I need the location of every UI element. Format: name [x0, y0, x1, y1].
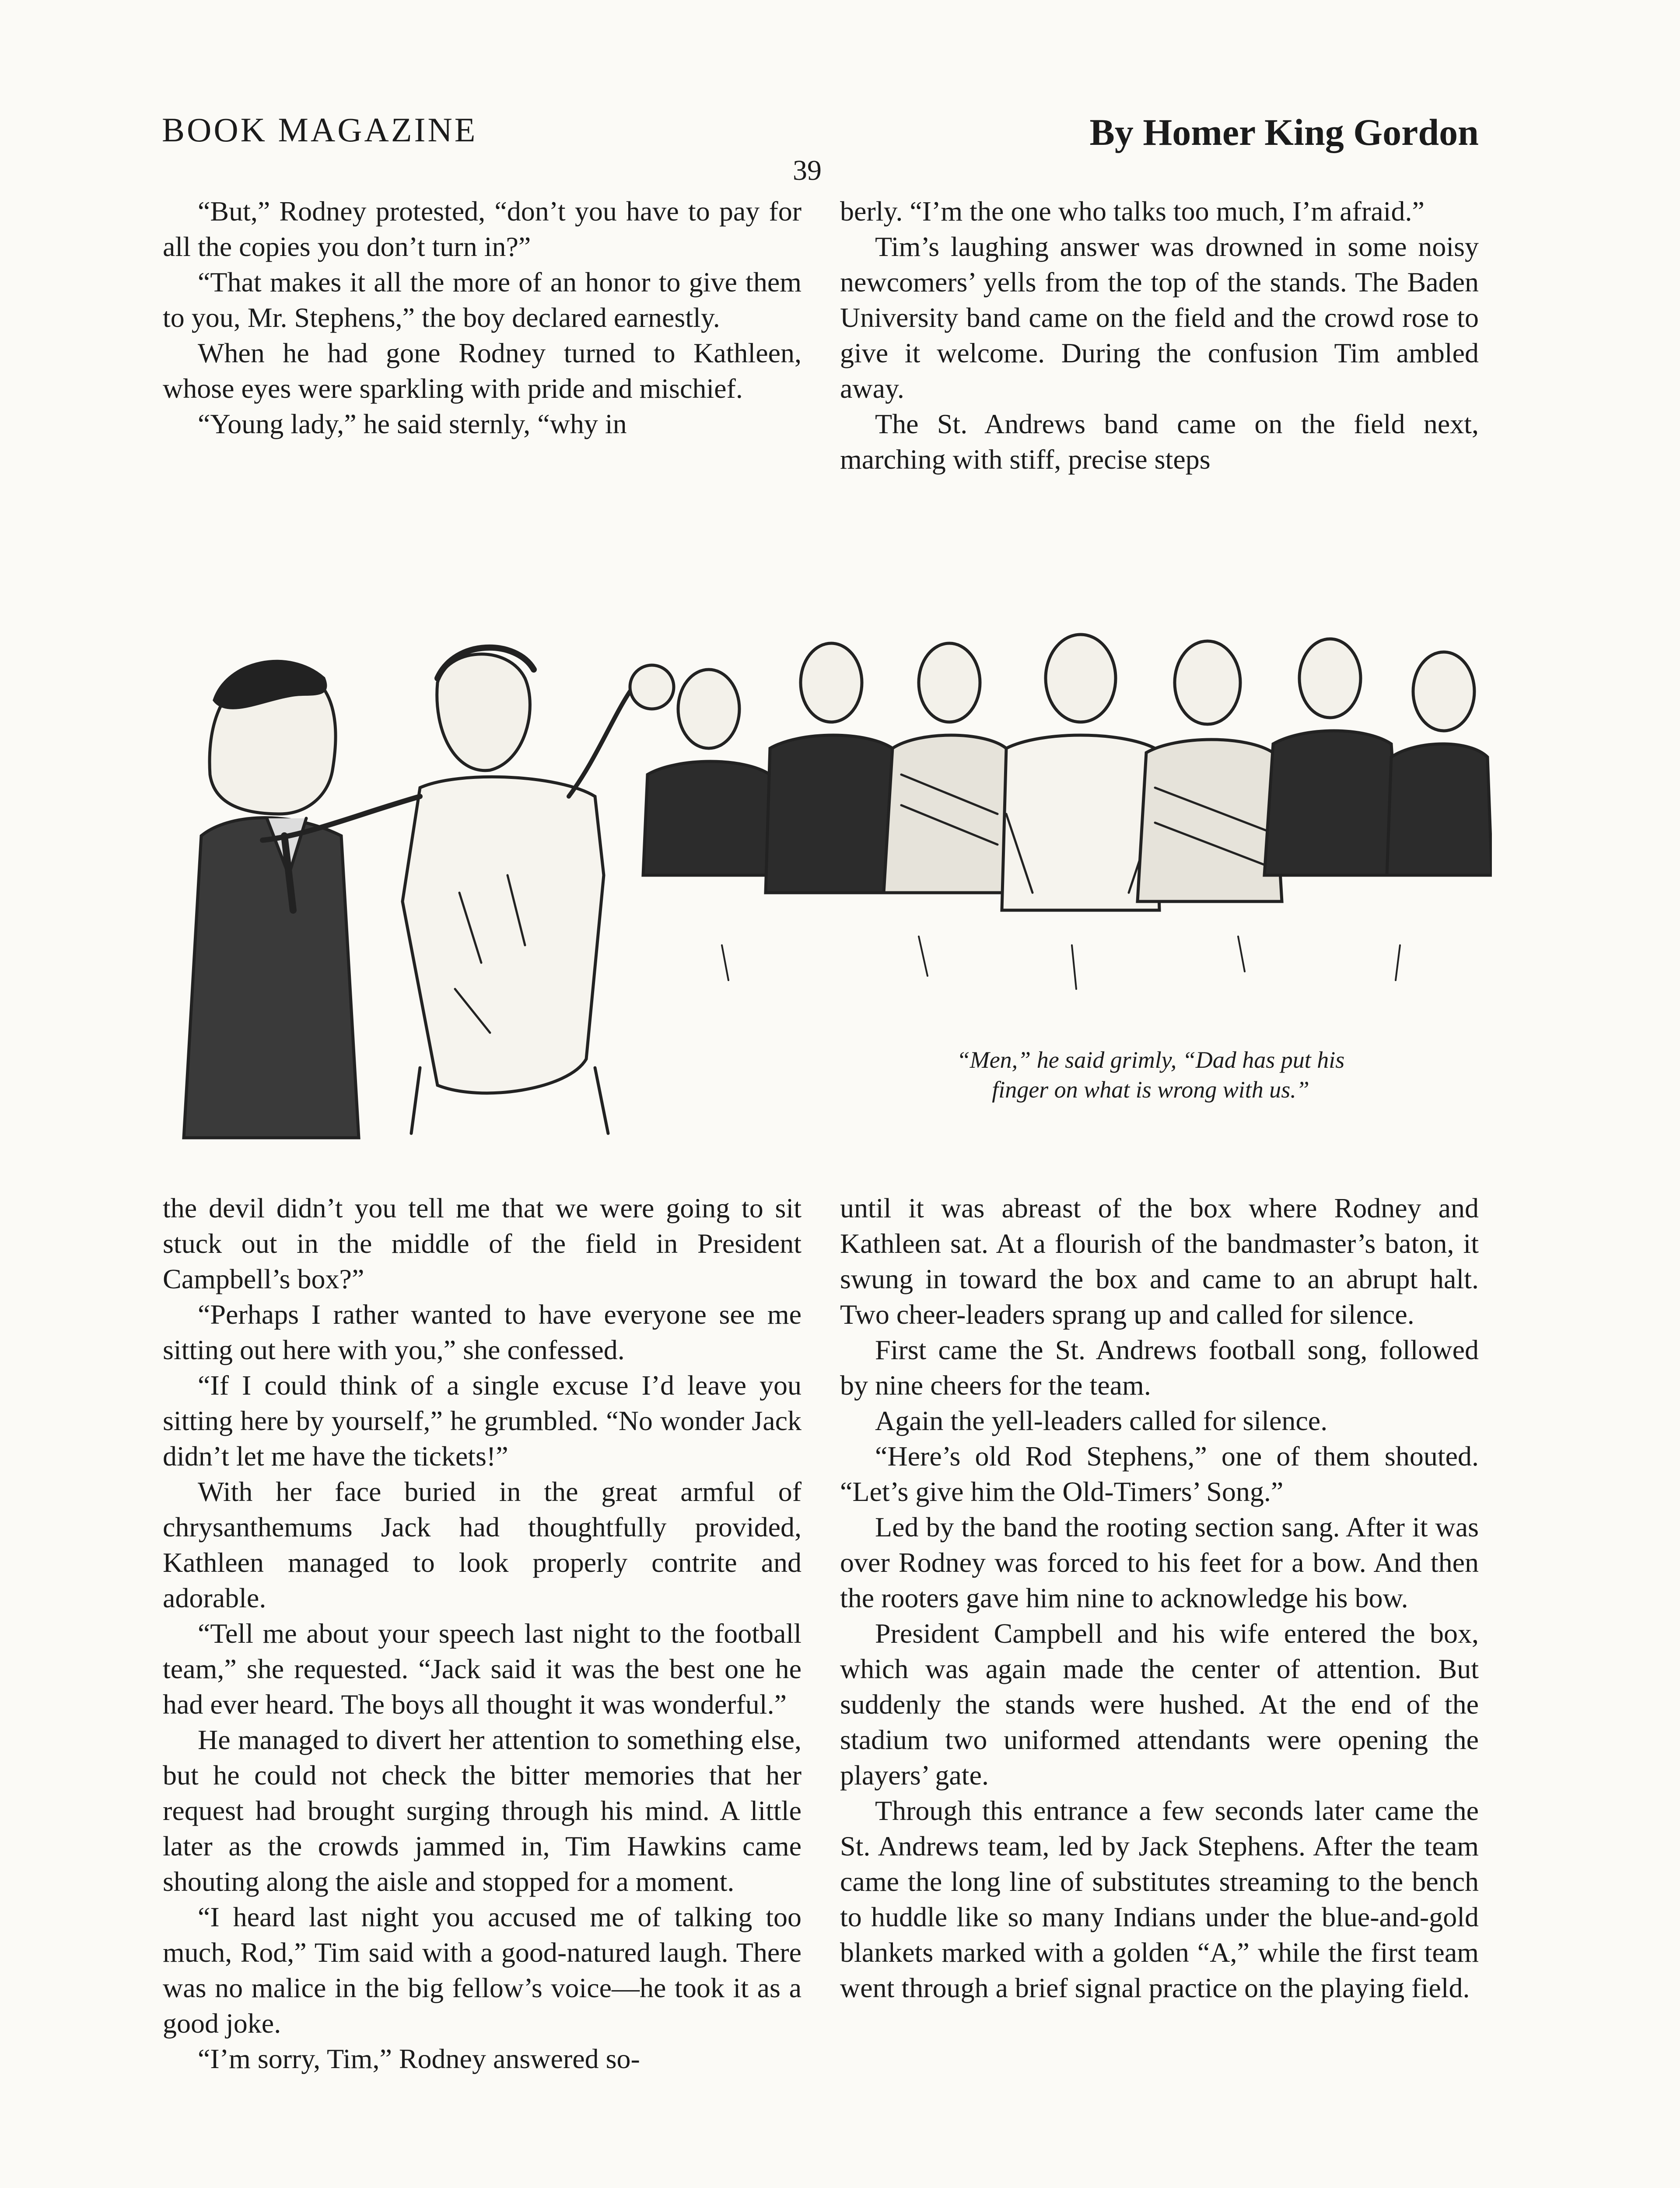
illustration-caption — [871, 1045, 1431, 1105]
player-7 — [1387, 652, 1492, 875]
magazine-title: BOOK MAGAZINE — [162, 111, 478, 149]
paragraph: Again the yell-leaders called for silence. — [875, 1405, 1328, 1436]
paragraph: “Perhaps I rather wanted to have everyone see me sitting out here with you,” she confessed. — [163, 1299, 802, 1365]
paragraph: He managed to divert her attention to something else, but he could not check the bitter memories that her request had brought surging through his mind. A little later as the crowds jammed in, Tim Hawkins came shouting along the aisle and stopped for a moment. — [163, 1724, 802, 1897]
caption-line: finger on what is wrong with us.” — [992, 1076, 1309, 1103]
player-6 — [1264, 639, 1400, 875]
paragraph: Led by the band the rooting section sang. After it was over Rodney was forced to his feet for a bow. And then the rooters gave him nine to acknowledge his bow. — [840, 1511, 1479, 1613]
author-byline: By Homer King Gordon — [1089, 111, 1479, 153]
player-4 — [1002, 635, 1159, 910]
text-column-top-left — [163, 193, 802, 442]
paragraph: “I heard last night you accused me of talking too much, Rod,” Tim said with a good-natured laugh. There was no malice in the big fellow’s voice—he took it as a good joke. — [163, 1901, 802, 2039]
paragraph: “I’m sorry, Tim,” Rodney answered so- — [198, 2043, 640, 2074]
paragraph: “Tell me about your speech last night to the football team,” she requested. “Jack said it was the best one he had ever heard. The boys all thought it was wonderful.” — [163, 1618, 802, 1720]
paragraph: the devil didn’t you tell me that we were going to sit stuck out in the middle of the field in President Campbell’s box?” — [163, 1192, 802, 1294]
player-3 — [884, 643, 1015, 893]
text-column-bottom-right — [840, 1190, 1479, 2006]
text-column-bottom-left — [163, 1190, 802, 2076]
paragraph: “That makes it all the more of an honor to give them to you, Mr. Stephens,” the boy declared earnestly. — [163, 266, 802, 333]
paragraph: until it was abreast of the box where Rodney and Kathleen sat. At a flourish of the bandmaster’s baton, it swung in toward the box and came to an abrupt halt. Two cheer-leaders sprang up and called for silence. — [840, 1192, 1479, 1330]
coach-figure — [184, 661, 359, 1138]
team-members-row — [643, 635, 1492, 910]
paragraph: The St. Andrews band came on the field next, marching with stiff, precise steps — [840, 408, 1479, 475]
paragraph: berly. “I’m the one who talks too much, I’m afraid.” — [840, 196, 1424, 227]
paragraph: When he had gone Rodney turned to Kathleen, whose eyes were sparkling with pride and mischief. — [163, 337, 802, 404]
paragraph: “Here’s old Rod Stephens,” one of them shouted. “Let’s give him the Old-Timers’ Song.” — [840, 1441, 1479, 1507]
paragraph: Tim’s laughing answer was drowned in some noisy newcomers’ yells from the top of the stands. The Baden University band came on the field and the crowd rose to give it welcome. During the confusion Tim ambled away. — [840, 231, 1479, 404]
player-5 — [1138, 641, 1282, 901]
paragraph: Through this entrance a few seconds later came the St. Andrews team, led by Jack Stephens. After the team came the long line of substitutes streaming to the bench to huddle like so many Indians under the blue-and-gold blankets marked with a golden “A,” while the first team went through a brief signal practice on the playing field. — [840, 1795, 1479, 2003]
page-number: 39 — [793, 154, 822, 186]
paragraph: “Young lady,” he said sternly, “why in — [198, 408, 627, 439]
paragraph: With her face buried in the great armful of chrysanthemums Jack had thoughtfully provided, Kathleen managed to look properly contrite and adorable. — [163, 1476, 802, 1613]
player-2 — [766, 643, 901, 893]
ground-sketch-lines — [722, 936, 1400, 989]
paragraph: First came the St. Andrews football song, followed by nine cheers for the team. — [840, 1334, 1479, 1401]
text-column-top-right — [840, 193, 1479, 477]
paragraph: “But,” Rodney protested, “don’t you have to pay for all the copies you don’t turn in?” — [163, 196, 802, 262]
paragraph: “If I could think of a single excuse I’d leave you sitting here by yourself,” he grumbled. “No wonder Jack didn’t let me have the tickets!” — [163, 1370, 802, 1472]
paragraph: President Campbell and his wife entered the box, which was again made the center of attention. But suddenly the stands were hushed. At the end of the stadium two uniformed attendants were opening the players’ gate. — [840, 1618, 1479, 1791]
caption-line: “Men,” he said grimly, “Dad has put his — [956, 1047, 1345, 1073]
